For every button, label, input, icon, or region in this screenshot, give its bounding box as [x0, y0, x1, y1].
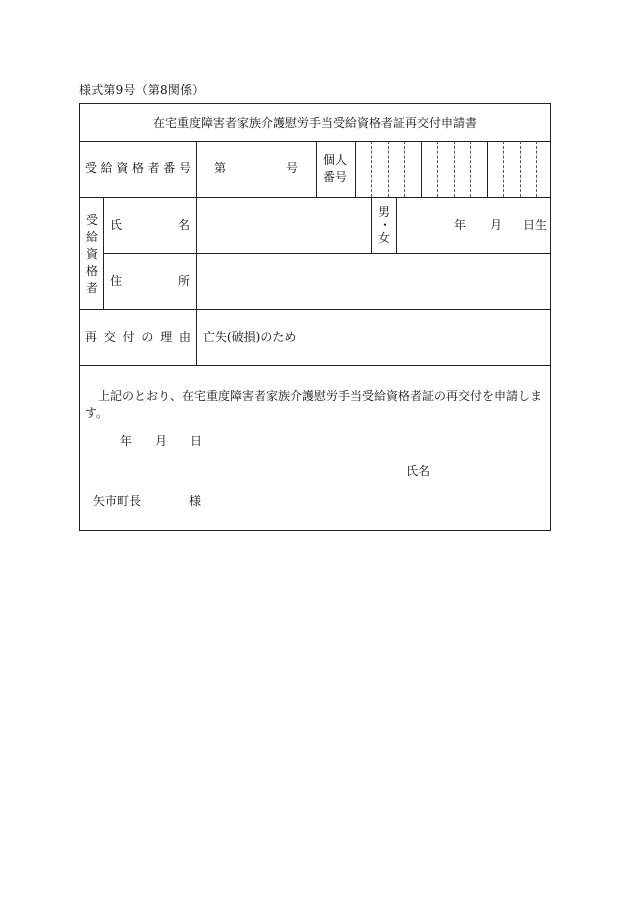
reason-label-char: 由: [178, 330, 191, 344]
rule-recipient-label-right: [103, 197, 104, 309]
gender-male: 男: [378, 205, 391, 219]
signature-label: 氏名: [406, 464, 431, 478]
address-label-char: 所: [177, 274, 190, 288]
digit-separator: [454, 141, 455, 197]
rule-digit-group-2-right: [487, 141, 488, 197]
addressee: 矢市町長: [93, 494, 142, 508]
recipient-label-char: 受: [85, 213, 98, 227]
reason-label-char: 交: [103, 330, 116, 344]
address-label-char: 住: [110, 274, 123, 288]
rule-cert-label-right: [196, 141, 197, 197]
rule-address-bottom: [80, 309, 550, 310]
rule-name-bottom: [103, 253, 550, 254]
rule-cert-bottom: [80, 197, 550, 198]
cert-number-label-char: 号: [178, 161, 191, 175]
cert-number-label: [85, 162, 191, 174]
recipient-label-char: 者: [85, 281, 98, 295]
cert-number-label-char: 資: [116, 161, 129, 175]
rule-reason-label-right: [196, 309, 197, 365]
digit-separator: [371, 141, 372, 197]
cert-number-label-char: 格: [131, 161, 144, 175]
cert-number-label-char: 受: [85, 161, 98, 175]
personal-number-label-line2: 番号: [323, 170, 348, 184]
personal-number-label-line1: 個人: [323, 153, 348, 167]
digit-separator: [536, 141, 537, 197]
rule-field-label-right: [196, 197, 197, 309]
rule-gender-right: [396, 197, 397, 253]
gender-separator: ・: [379, 218, 392, 232]
name-label-char: 氏: [110, 218, 123, 232]
application-form: [79, 103, 551, 531]
date-day-label: 日: [190, 434, 203, 448]
reason-label-char: 再: [85, 330, 98, 344]
rule-name-value-right: [371, 197, 372, 253]
digit-separator: [388, 141, 389, 197]
reason-label-char: の: [141, 330, 154, 344]
date-month-label: 月: [155, 434, 168, 448]
cert-number-suffix: 号: [286, 161, 299, 175]
rule-cert-number-right: [316, 141, 317, 197]
cert-number-label-char: 者: [147, 161, 160, 175]
address-label: [110, 275, 190, 287]
honorific: 様: [189, 494, 202, 508]
birth-month-label: 月: [490, 218, 503, 232]
reason-label-char: 付: [122, 330, 135, 344]
declaration-text: 上記のとおり、在宅重度障害者家族介護慰労手当受給資格者証の再交付を申請します。: [85, 389, 543, 420]
rule-title-bottom: [80, 141, 550, 142]
gender-female: 女: [378, 231, 391, 245]
form-title: 在宅重度障害者家族介護慰労手当受給資格者証再交付申請書: [152, 116, 477, 130]
reason-value: 亡失(破損)のため: [203, 330, 297, 344]
form-number: 様式第9号（第8関係）: [79, 83, 205, 97]
digit-separator: [520, 141, 521, 197]
name-label: [110, 219, 190, 231]
cert-number-label-char: 給: [100, 161, 113, 175]
reason-label: [85, 331, 191, 343]
rule-personal-label-right: [355, 141, 356, 197]
rule-reason-bottom: [80, 365, 550, 366]
reason-label-char: 理: [160, 330, 173, 344]
digit-separator: [437, 141, 438, 197]
recipient-label-char: 給: [85, 230, 98, 244]
name-label-char: 名: [177, 218, 190, 232]
cert-number-label-char: 番: [163, 161, 176, 175]
digit-separator: [404, 141, 405, 197]
cert-number-prefix: 第: [214, 161, 227, 175]
recipient-label-char: 資: [85, 247, 98, 261]
recipient-label-char: 格: [85, 264, 98, 278]
digit-separator: [503, 141, 504, 197]
date-year-label: 年: [120, 434, 133, 448]
rule-digit-group-1-right: [421, 141, 422, 197]
birth-year-label: 年: [454, 218, 467, 232]
digit-separator: [470, 141, 471, 197]
birth-day-label: 日生: [523, 218, 548, 232]
recipient-section-label: [85, 212, 99, 297]
